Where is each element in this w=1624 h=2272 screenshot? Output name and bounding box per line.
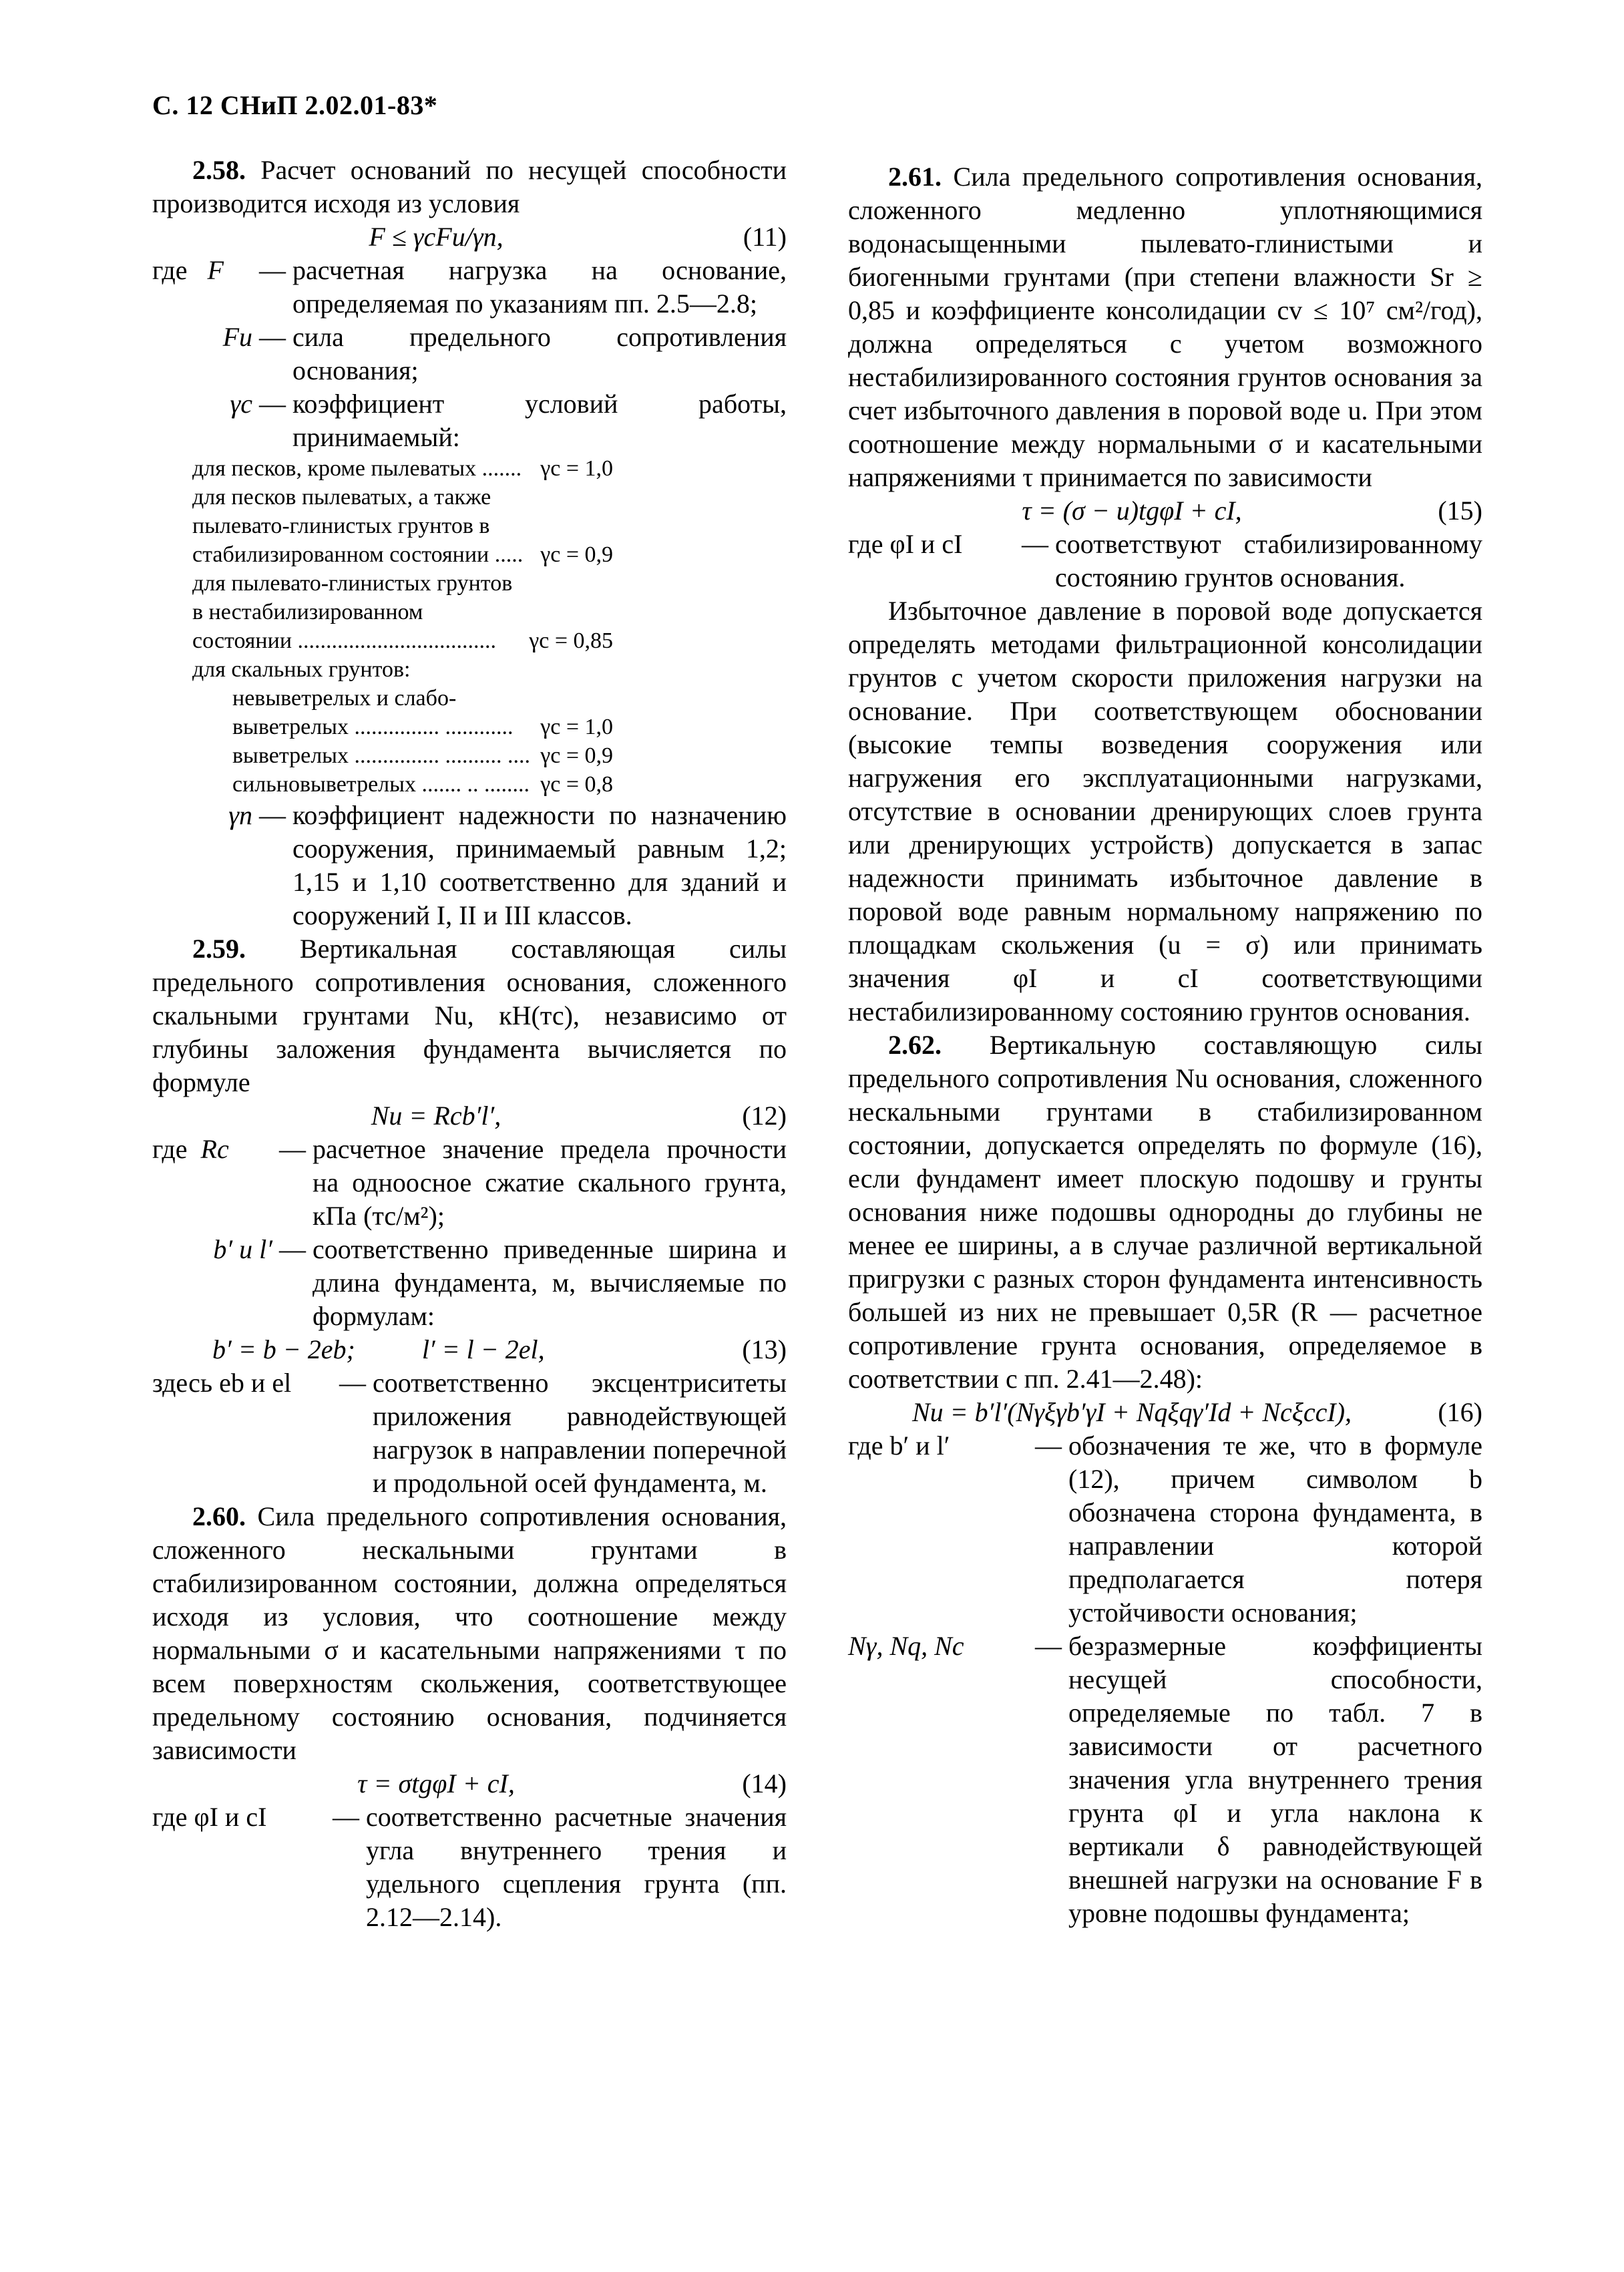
- clause-number: 2.60.: [192, 1501, 246, 1531]
- definition-text: коэффициент надежности по назначению сооружения, принимаемый равным 1,2; 1,15 и 1,10 соответственно для зданий и сооружений I, II и III классов.: [292, 800, 787, 930]
- clause-number: 2.59.: [192, 934, 246, 964]
- definition-text: обозначения те же, что в формуле (12), причем символом b обозначена сторона фундамента, в направлении которой предполагается потеря устойчивости основания;: [1068, 1431, 1482, 1628]
- table-row: невыветрелых и слабо-: [232, 686, 457, 711]
- formula-number: (11): [743, 222, 787, 252]
- definition-text: расчетное значение предела прочности на одноосное сжатие скального грунта, кПа (тс/м²);: [313, 1134, 787, 1231]
- table-row: стабилизированном состоянии ..... γc = 0,9: [192, 542, 613, 567]
- where-label: где: [152, 1134, 188, 1164]
- symbol: γn: [228, 800, 252, 830]
- right-column: [848, 160, 1482, 1930]
- formula-13: [152, 1333, 787, 1366]
- definition-text: сила предельного сопротивления основания;: [292, 322, 787, 385]
- formula-15: [848, 494, 1482, 528]
- symbol: Fu: [222, 322, 252, 352]
- definition-b-l-reference: [848, 1429, 1482, 1630]
- formula-expression: τ = (σ − u)tgφI + cI,: [1022, 496, 1242, 526]
- page-header: С. 12 СНиП 2.02.01-83*: [152, 90, 438, 120]
- definition-eccentricity: [152, 1366, 787, 1500]
- left-column: [152, 154, 787, 1934]
- symbol: Nγ, Nq, Nc: [848, 1631, 964, 1661]
- formula-16: [848, 1396, 1482, 1429]
- symbol: b′ и l′: [213, 1234, 272, 1264]
- symbol: где b′ и l′: [848, 1431, 950, 1461]
- formula-number: (16): [1438, 1397, 1482, 1427]
- dash: —: [333, 1802, 359, 1832]
- table-row: состоянии ................................... γc = 0,85: [192, 628, 613, 653]
- formula-expression: F ≤ γcFu/γn,: [369, 222, 503, 252]
- dash: —: [1035, 1631, 1062, 1661]
- table-row: выветрелых ............... ............ γc = 1,0: [232, 715, 613, 739]
- dash: —: [259, 322, 286, 352]
- definition-gamma-c: [152, 387, 787, 454]
- definition-Fu: [152, 321, 787, 387]
- symbol: здесь eb и el: [152, 1368, 292, 1398]
- paragraph-2-62: [848, 1028, 1482, 1396]
- definition-text: соответственно приведенные ширина и длина фундамента, м, вычисляемые по формулам:: [313, 1234, 787, 1331]
- formula-number: (15): [1438, 496, 1482, 526]
- formula-number: (12): [742, 1101, 787, 1131]
- table-row: для скальных грунтов:: [192, 657, 411, 682]
- table-row: выветрелых ............... .......... .... γc = 0,9: [232, 743, 613, 768]
- symbol: где φI и cI: [848, 529, 963, 559]
- definition-gamma-n: [152, 799, 787, 932]
- formula-14: [152, 1767, 787, 1801]
- table-row: для пылевато-глинистых грунтов: [192, 571, 513, 596]
- dash: —: [339, 1368, 366, 1398]
- table-row: пылевато-глинистых грунтов в: [192, 514, 490, 538]
- dash: —: [279, 1234, 306, 1264]
- table-row: для песков пылеватых, а также: [192, 485, 491, 510]
- dash: —: [259, 800, 286, 830]
- gamma-c-table: [152, 454, 787, 799]
- dash: —: [279, 1134, 306, 1164]
- symbol: γc: [230, 389, 252, 419]
- paragraph-text: Сила предельного сопротивления основания, сложенного нескальными грунтами в стабилизированном состоянии, должна определяться исходя из условия, что соотношение между нормальными σ и касательными напряжениями τ по всем поверхностям скольжения, соответствующее предельному состоянию основания, подчиняется зависимости: [152, 1501, 787, 1765]
- formula-11: [152, 220, 787, 254]
- definition-text: безразмерные коэффициенты несущей способности, определяемые по табл. 7 в зависимости от расчетного значения угла внутреннего трения грунта φI и угла наклона к вертикали δ равнодействующей внешней нагрузки на основание F в уровне подошвы фундамента;: [1068, 1631, 1482, 1928]
- formula-expression: b′ = b − 2eb;: [212, 1334, 355, 1364]
- formula-expression: Nu = b′l′(Nγξγb′γI + Nqξqγ′Id + NcξccI),: [911, 1397, 1352, 1427]
- paragraph-2-61: [848, 160, 1482, 494]
- formula-number: (13): [742, 1334, 787, 1364]
- definition-Rc: [152, 1133, 787, 1233]
- paragraph-text: Вертикальную составляющую силы предельного сопротивления Nu основания, сложенного нескальными грунтами в стабилизированном состоянии, допускается определять по формуле (16), если фундамент имеет плоскую подошву и грунты основания ниже подошвы однородны до глубины не менее ее ширины, а в случае различной вертикальной пригрузки с разных сторон фундамента интенсивность большей из них не превышает 0,5R (R — расчетное сопротивление грунта основания, определяемое в соответствии с пп. 2.41—2.48):: [848, 1030, 1483, 1394]
- definition-b-l: [152, 1233, 787, 1333]
- paragraph-text: Расчет оснований по несущей способности производится исходя из условия: [152, 155, 787, 218]
- clause-number: 2.61.: [888, 162, 942, 192]
- clause-number: 2.58.: [192, 155, 246, 185]
- definition-text: коэффициент условий работы, принимаемый:: [292, 389, 787, 452]
- clause-number: 2.62.: [888, 1030, 942, 1060]
- table-row: сильновыветрелых ....... .. ........ γc = 0,8: [232, 772, 613, 797]
- where-label: где: [152, 255, 188, 285]
- paragraph-excess-pressure: Избыточное давление в поровой воде допускается определять методами фильтрационной консолидации грунтов с учетом скорости приложения нагрузки на основание. При соответствующем обосновании (высокие темпы возведения сооружения или нагружения его эксплуатационными нагрузками, отсутствие в основании дренирующих слоев грунта или дренирующих устройств) допускается в запас надежности принимать избыточное давление в поровой воде равным нормальному напряжению по площадкам скольжения (u = σ) или принимать значения φI и cI соответствующими нестабилизированному состоянию грунтов основания.: [848, 596, 1482, 1026]
- definition-bearing-coefficients: [848, 1630, 1482, 1930]
- dash: —: [259, 255, 286, 285]
- definition-text: соответствуют стабилизированному состоянию грунтов основания.: [1055, 529, 1482, 592]
- paragraph-text: Вертикальная составляющая силы предельного сопротивления основания, сложенного скальными грунтами Nu, кН(тс), независимо от глубины заложения фундамента вычисляется по формуле: [152, 934, 787, 1097]
- definition-phi-c: [152, 1801, 787, 1934]
- symbol: где φI и cI: [152, 1802, 267, 1832]
- dash: —: [1022, 529, 1048, 559]
- formula-expression: Nu = Rcb′l′,: [371, 1101, 501, 1131]
- dash: —: [259, 389, 286, 419]
- symbol: Rc: [200, 1134, 229, 1164]
- definition-text: соответственно расчетные значения угла внутреннего трения и удельного сцепления грунта (пп. 2.12—2.14).: [366, 1802, 787, 1932]
- dash: —: [1035, 1431, 1062, 1461]
- definition-phi-c-stabilized: [848, 528, 1482, 594]
- definition-text: соответственно эксцентриситеты приложения равнодействующей нагрузок в направлении поперечной и продольной осей фундамента, м.: [373, 1368, 787, 1498]
- table-row: в нестабилизированном: [192, 600, 423, 624]
- symbol: F: [207, 255, 224, 285]
- paragraph-2-59: [152, 932, 787, 1099]
- table-row: для песков, кроме пылеватых ....... γc = 1,0: [192, 456, 613, 481]
- paragraph-2-58: [152, 154, 787, 220]
- paragraph-2-60: [152, 1500, 787, 1767]
- formula-expression: τ = σtgφI + cI,: [357, 1768, 515, 1798]
- definition-text: расчетная нагрузка на основание, определяемая по указаниям пп. 2.5—2.8;: [292, 255, 787, 319]
- rock-subtable: [192, 684, 787, 799]
- definition-F: [152, 254, 787, 321]
- formula-12: [152, 1099, 787, 1133]
- paragraph-text: Сила предельного сопротивления основания, сложенного медленно уплотняющимися водонасыщенными пылевато-глинистыми и биогенными грунтами (при степени влажности Sr ≥ 0,85 и коэффициенте консолидации cv ≤ 10⁷ см²/год), должна определяться с учетом возможного нестабилизированного состояния грунтов основания за счет избыточного давления в поровой воде u. При этом соотношение между нормальными σ и касательными напряжениями τ принимается по зависимости: [848, 162, 1483, 492]
- formula-number: (14): [742, 1768, 787, 1798]
- formula-expression: l′ = l − 2el,: [421, 1334, 545, 1364]
